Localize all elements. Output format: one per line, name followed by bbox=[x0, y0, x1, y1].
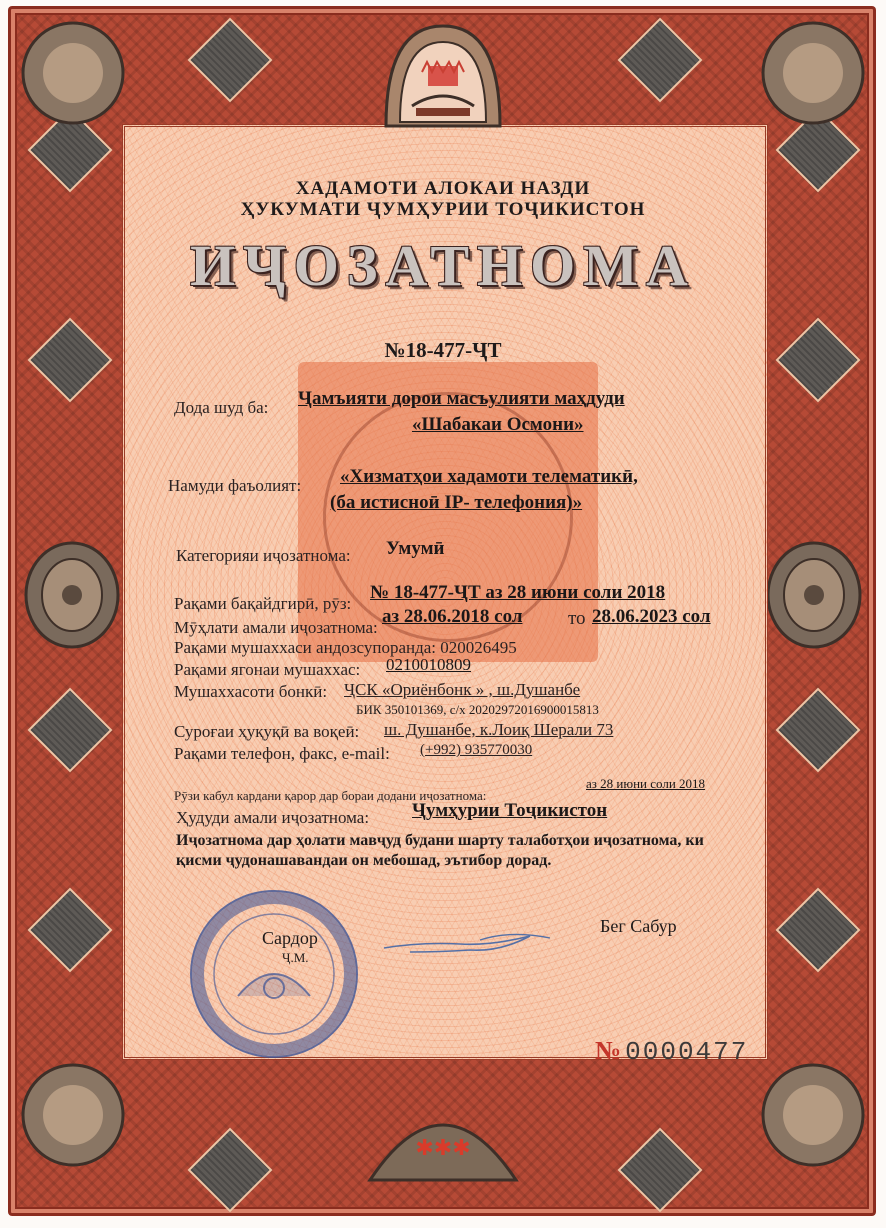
territory-value: Ҷумҳурии Тоҷикистон bbox=[412, 800, 608, 821]
activity-value: «Хизматҳои хадамоти телематикӣ, bbox=[340, 466, 638, 487]
decision-value: аз 28 июни соли 2018 bbox=[586, 776, 706, 791]
phone-value: (+992) 935770030 bbox=[420, 742, 533, 758]
official-stamp bbox=[190, 890, 358, 1058]
serial-digits: 0000477 bbox=[625, 1037, 749, 1067]
registration-label: Рақами бақайдгирӣ, рӯз: bbox=[174, 594, 352, 613]
issued-to-value: Ҷамъияти дорои масъулияти маҳдуди bbox=[298, 388, 625, 409]
uin-label: Рақами ягонаи мушаххас: bbox=[174, 660, 361, 679]
bottom-ornament bbox=[360, 1080, 526, 1190]
document-number: №18-477-ҶТ bbox=[384, 338, 502, 362]
signatory-name: Бег Сабур bbox=[600, 916, 677, 936]
validity-to-word: то bbox=[568, 608, 586, 629]
category-label: Категорияи иҷозатнома: bbox=[176, 546, 351, 565]
address-value: ш. Душанбе, к.Лоиқ Шерали 73 bbox=[384, 720, 614, 739]
uin-value: 0210010809 bbox=[386, 655, 471, 674]
validity-to: 28.06.2023 сол bbox=[592, 606, 711, 627]
left-medallion bbox=[22, 540, 122, 650]
issued-to-value-2: «Шабакаи Осмони» bbox=[412, 414, 584, 435]
issued-to-label: Дода шуд ба: bbox=[174, 398, 269, 417]
seal-place-mark: Ҷ.М. bbox=[282, 950, 309, 965]
bank-label: Мушаххасоти бонкӣ: bbox=[174, 682, 328, 701]
right-medallion bbox=[764, 540, 864, 650]
bank-value-2: БИК 350101369, с/х 20202972016900015813 bbox=[356, 702, 599, 717]
signatory-title: Сардор bbox=[262, 928, 318, 948]
decision-label: Рӯзи кабул кардани қарор дар бораи додани иҷозатнома: bbox=[174, 788, 487, 803]
svg-text:✱✱✱: ✱✱✱ bbox=[415, 1136, 471, 1161]
territory-label: Ҳудуди амали иҷозатнома: bbox=[176, 808, 370, 827]
address-label: Суроғаи ҳуқуқӣ ва воқеӣ: bbox=[174, 722, 360, 741]
corner-medallion bbox=[18, 18, 128, 128]
corner-medallion bbox=[758, 18, 868, 128]
document-title: ИҶОЗАТНОМА bbox=[190, 233, 696, 298]
activity-value-2: (ба истисноӣ IP- телефония)» bbox=[330, 492, 583, 513]
category-value: Умумӣ bbox=[386, 538, 445, 559]
corner-medallion bbox=[758, 1060, 868, 1170]
bank-value: ҶСК «Ориёнбонк » , ш.Душанбе bbox=[344, 680, 581, 699]
tin-line: Рақами мушаххаси андозсупоранда: 020026495 bbox=[174, 638, 517, 657]
corner-medallion bbox=[18, 1060, 128, 1170]
issuer-line-2: ҲУКУМАТИ ҶУМҲУРИИ ТОҶИКИСТОН bbox=[240, 199, 646, 220]
phone-label: Рақами телефон, факс, e-mail: bbox=[174, 744, 390, 763]
registration-value: № 18-477-ҶТ аз 28 июни соли 2018 bbox=[370, 582, 666, 603]
issuer-line-1: ХАДАМОТИ АЛОКАИ НАЗДИ bbox=[295, 178, 591, 199]
state-emblem-icon bbox=[382, 22, 504, 128]
validity-from: аз 28.06.2018 сол bbox=[382, 606, 523, 627]
activity-label: Намуди фаъолият: bbox=[168, 476, 302, 495]
serial-prefix: № bbox=[595, 1036, 622, 1065]
note-line-1: Иҷозатнома дар ҳолати мавҷуд будани шарту талаботҳои иҷозатнома, ки bbox=[176, 832, 704, 849]
signature bbox=[380, 922, 570, 962]
validity-label: Мӯҳлати амали иҷозатнома: bbox=[174, 618, 378, 637]
note-line-2: қисми ҷудонашавандаи он мебошад, эътибор дорад. bbox=[176, 852, 552, 869]
serial-number bbox=[595, 1036, 748, 1067]
